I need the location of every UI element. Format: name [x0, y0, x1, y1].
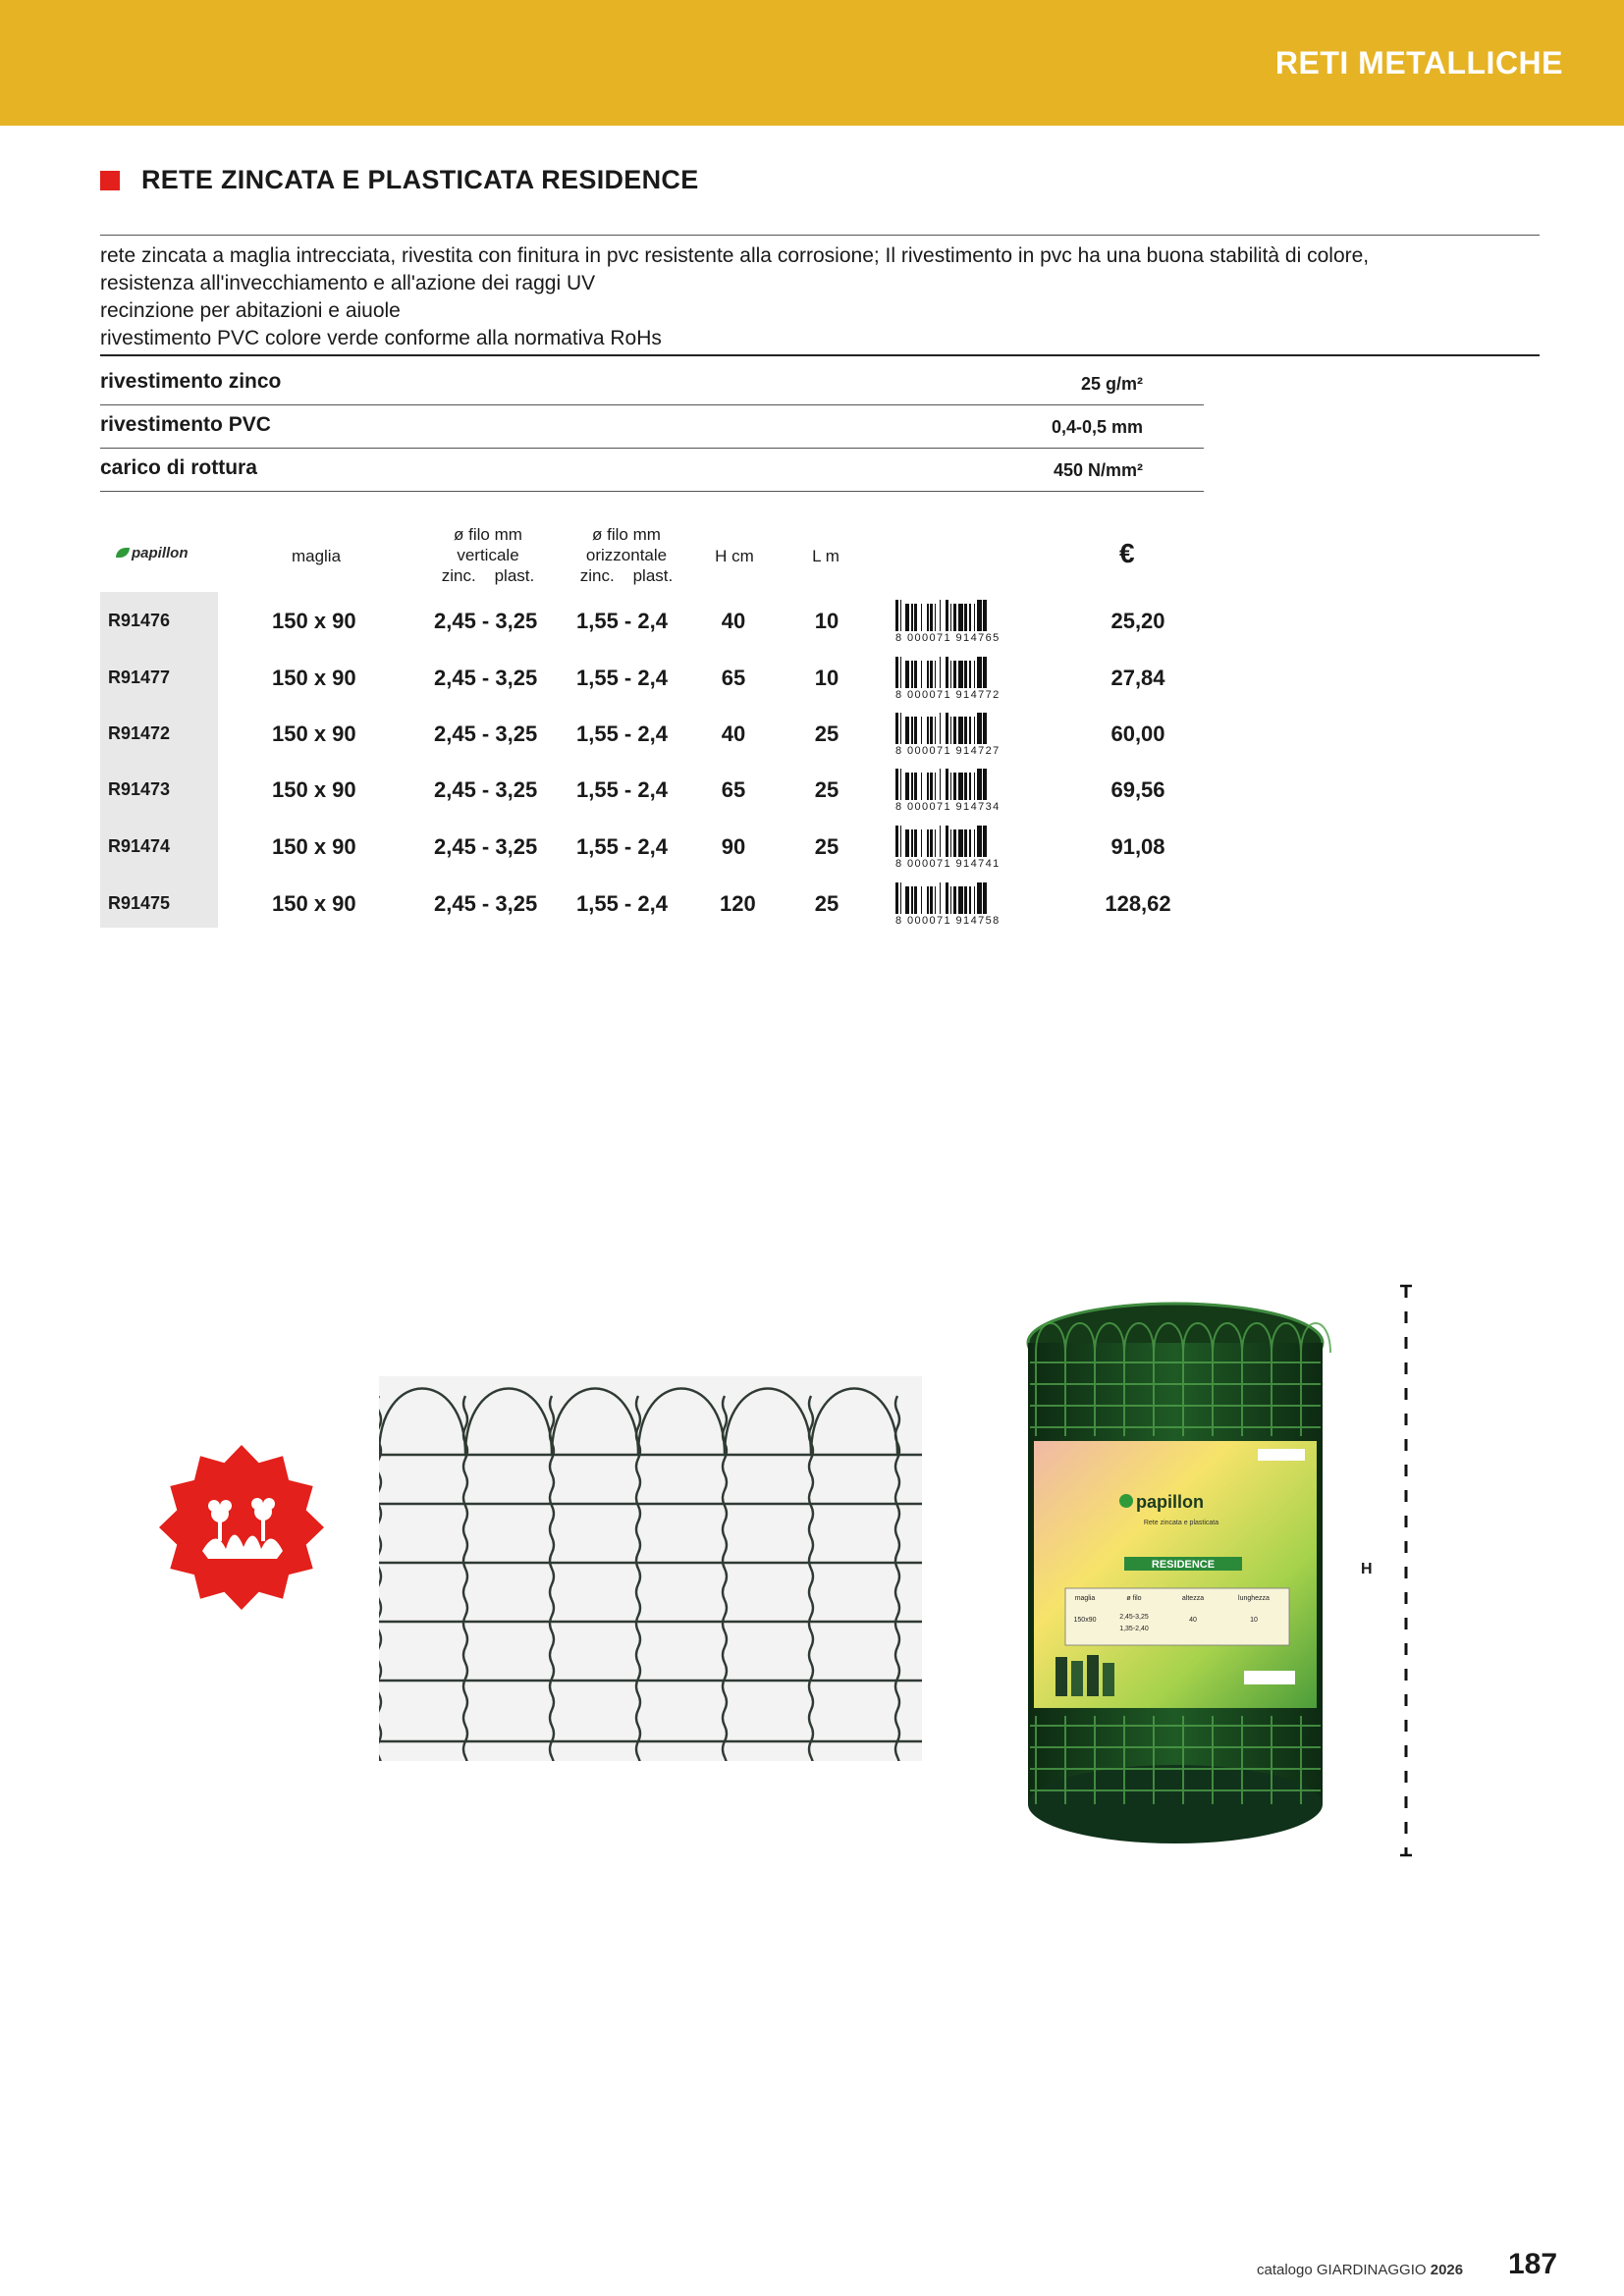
- wire-vertical: 2,45 - 3,25: [434, 666, 538, 690]
- height-value: 40: [721, 721, 746, 746]
- barcode-bars: [895, 882, 1045, 914]
- height-value: 120: [720, 891, 756, 916]
- table-row: [0, 592, 1624, 649]
- column-header-filo-verticale: [424, 524, 552, 586]
- price-value: 91,08: [1110, 834, 1165, 859]
- barcode: [895, 882, 1045, 926]
- barcode-number: 8 000071 914758: [895, 915, 1001, 927]
- column-header-filo-orizzontale: [563, 524, 690, 586]
- roll-label-value: 1,35-2,40: [1119, 1626, 1149, 1632]
- brand-name: papillon: [132, 544, 189, 561]
- description-line: resistenza all'invecchiamento e all'azione dei raggi UV: [100, 272, 596, 294]
- wire-horizontal: 1,55 - 2,4: [576, 666, 668, 690]
- spec-label: rivestimento PVC: [100, 413, 271, 436]
- spec-value: 450 N/mm²: [1053, 460, 1143, 480]
- divider: [100, 354, 1540, 356]
- fence-roll-photo: [1016, 1294, 1335, 1853]
- product-title-text: RETE ZINCATA E PLASTICATA RESIDENCE: [141, 165, 699, 194]
- catalog-name: catalogo GIARDINAGGIO: [1257, 2262, 1427, 2278]
- spec-label: rivestimento zinco: [100, 370, 282, 393]
- length-value: 10: [814, 666, 839, 690]
- mesh-size: 150 x 90: [272, 834, 356, 859]
- wire-vertical: 2,45 - 3,25: [434, 834, 538, 859]
- price-value: 25,20: [1110, 609, 1165, 633]
- product-description: [100, 242, 1553, 352]
- catalog-year: 2026: [1430, 2262, 1464, 2278]
- wire-vertical: 2,45 - 3,25: [434, 609, 538, 633]
- barcode-bars: [895, 826, 1045, 857]
- wire-horizontal: 1,55 - 2,4: [576, 609, 668, 633]
- column-header-h: H cm: [715, 547, 754, 565]
- product-code: R91475: [108, 893, 171, 913]
- roll-label-head: maglia: [1074, 1595, 1096, 1602]
- wire-vertical: 2,45 - 3,25: [434, 721, 538, 746]
- product-code: R91472: [108, 723, 171, 743]
- barcode: [895, 600, 1045, 643]
- barcode: [895, 826, 1045, 869]
- barcode: [895, 657, 1045, 700]
- height-value: 90: [721, 834, 746, 859]
- height-label: H: [1361, 1561, 1373, 1577]
- mesh-size: 150 x 90: [272, 721, 356, 746]
- divider: [100, 235, 1540, 236]
- roll-label-value: 150x90: [1073, 1617, 1097, 1624]
- height-dimension-indicator: [1396, 1284, 1416, 1857]
- barcode-bars: [895, 657, 1045, 688]
- wire-mesh-photo: [379, 1376, 922, 1761]
- price-value: 69,56: [1110, 777, 1165, 802]
- column-header-line: orizzontale: [585, 546, 668, 564]
- barcode-number: 8 000071 914734: [895, 801, 1001, 813]
- spec-row: [100, 362, 1204, 405]
- spec-value: 25 g/m²: [1080, 374, 1143, 394]
- column-header-price: €: [1119, 538, 1135, 568]
- spec-row: [100, 449, 1204, 492]
- wire-horizontal: 1,55 - 2,4: [576, 721, 668, 746]
- brand-logo: [116, 538, 202, 567]
- length-value: 25: [814, 891, 839, 916]
- barcode-bars: [895, 600, 1045, 631]
- roll-label-head: altezza: [1181, 1595, 1205, 1602]
- roll-label-value: 2,45-3,25: [1119, 1614, 1149, 1621]
- length-value: 25: [814, 834, 839, 859]
- product-code: R91473: [108, 779, 171, 799]
- table-row: [0, 761, 1624, 818]
- barcode: [895, 713, 1045, 756]
- section-title: RETI METALLICHE: [1274, 45, 1563, 80]
- roll-label-head: lunghezza: [1238, 1595, 1270, 1602]
- spec-row: [100, 405, 1204, 449]
- table-row: [0, 818, 1624, 875]
- spec-label: carico di rottura: [100, 456, 257, 479]
- butterfly-icon: [116, 548, 130, 558]
- mesh-size: 150 x 90: [272, 891, 356, 916]
- column-header-line: ø filo mm: [454, 525, 522, 544]
- title-marker: [100, 171, 120, 190]
- price-value: 60,00: [1110, 721, 1165, 746]
- mesh-size: 150 x 90: [272, 666, 356, 690]
- height-value: 65: [721, 777, 746, 802]
- height-value: 40: [721, 609, 746, 633]
- barcode-bars: [895, 769, 1045, 800]
- table-row: [0, 649, 1624, 706]
- height-value: 65: [721, 666, 746, 690]
- specs-table: [100, 362, 1204, 492]
- wire-horizontal: 1,55 - 2,4: [576, 834, 668, 859]
- barcode-number: 8 000071 914727: [895, 745, 1001, 757]
- mesh-size: 150 x 90: [272, 777, 356, 802]
- length-value: 25: [814, 777, 839, 802]
- product-code: R91476: [108, 611, 171, 630]
- barcode-number: 8 000071 914765: [895, 632, 1001, 644]
- column-header-line: verticale: [457, 546, 519, 564]
- product-title: [100, 165, 699, 195]
- wire-vertical: 2,45 - 3,25: [434, 777, 538, 802]
- roll-label-brand: papillon: [1136, 1492, 1204, 1512]
- table-row: [0, 875, 1624, 932]
- description-line: rete zincata a maglia intrecciata, rivestita con finitura in pvc resistente alla corrosione; Il rivestimento in pvc ha una buona stabilità di colore,: [100, 244, 1370, 267]
- barcode-number: 8 000071 914772: [895, 689, 1001, 701]
- barcode-bars: [895, 713, 1045, 744]
- product-code: R91477: [108, 667, 171, 687]
- column-header-maglia: maglia: [291, 547, 342, 565]
- catalog-footer: [1257, 2262, 1463, 2278]
- wire-vertical: 2,45 - 3,25: [434, 891, 538, 916]
- garden-badge-icon: [157, 1443, 326, 1612]
- header-band: [0, 0, 1624, 126]
- price-value: 27,84: [1110, 666, 1165, 690]
- length-value: 25: [814, 721, 839, 746]
- wire-horizontal: 1,55 - 2,4: [576, 891, 668, 916]
- barcode-number: 8 000071 914741: [895, 858, 1001, 870]
- roll-label-product: RESIDENCE: [1151, 1559, 1216, 1571]
- table-row: [0, 705, 1624, 762]
- mesh-size: 150 x 90: [272, 609, 356, 633]
- roll-label-value: 10: [1250, 1617, 1258, 1624]
- roll-label-head: ø filo: [1126, 1595, 1142, 1602]
- column-header-line: ø filo mm: [592, 525, 661, 544]
- spec-value: 0,4-0,5 mm: [1051, 417, 1143, 437]
- roll-label-line: Rete zincata e plasticata: [1143, 1520, 1219, 1526]
- column-header-line: zinc. plast.: [441, 566, 535, 585]
- description-line: rivestimento PVC colore verde conforme alla normativa RoHs: [100, 327, 662, 349]
- description-line: recinzione per abitazioni e aiuole: [100, 299, 401, 322]
- roll-label-value: 40: [1189, 1617, 1197, 1624]
- wire-horizontal: 1,55 - 2,4: [576, 777, 668, 802]
- column-header-l: L m: [812, 547, 839, 565]
- barcode: [895, 769, 1045, 812]
- length-value: 10: [814, 609, 839, 633]
- price-value: 128,62: [1105, 891, 1171, 916]
- product-code: R91474: [108, 836, 171, 856]
- page-number: 187: [1508, 2248, 1558, 2280]
- column-header-line: zinc. plast.: [579, 566, 674, 585]
